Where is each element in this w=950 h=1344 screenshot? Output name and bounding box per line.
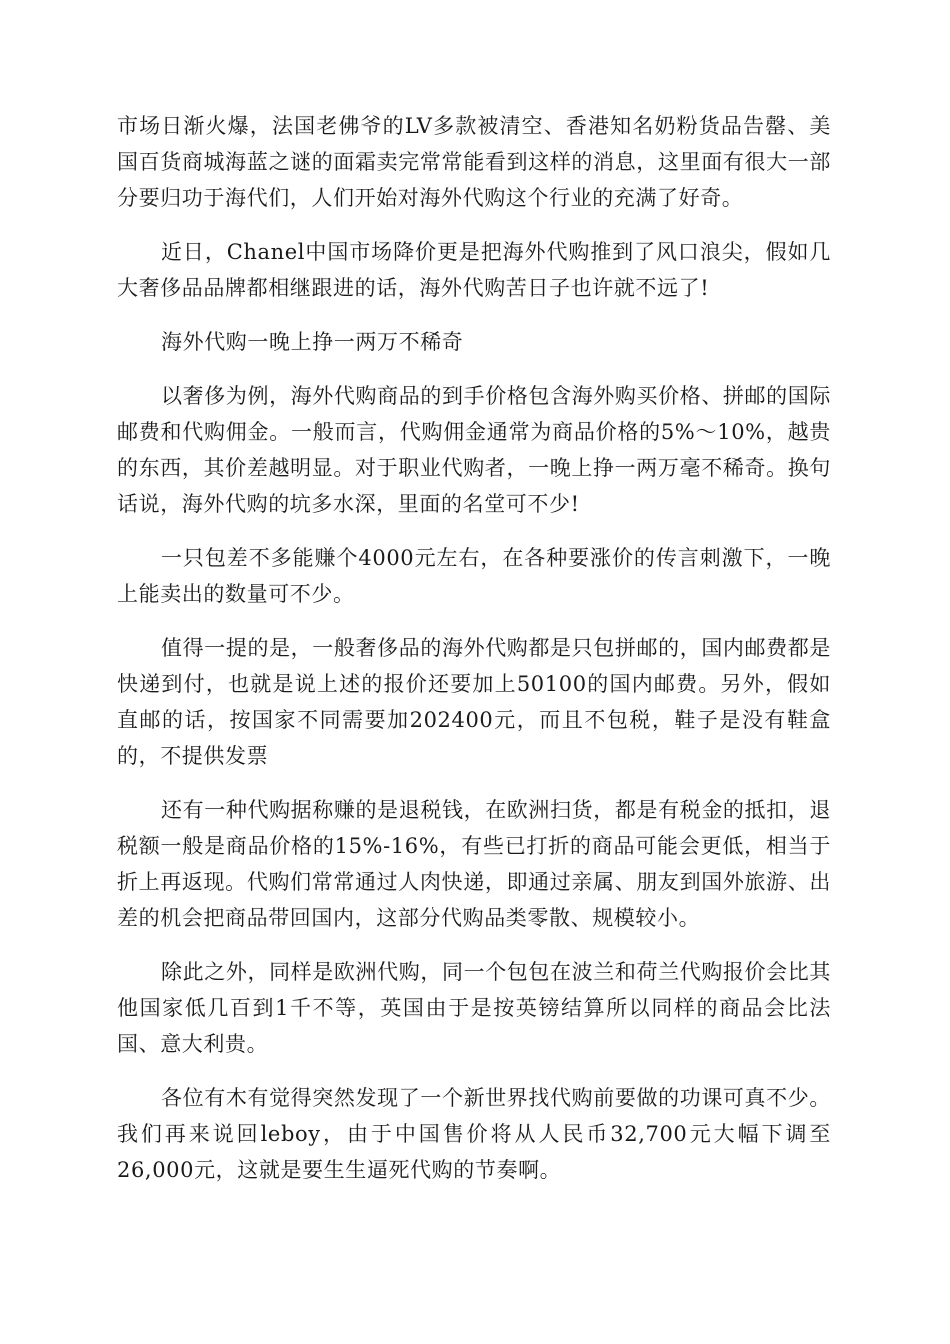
section-heading: 海外代购一晚上挣一两万不稀奇 [161, 330, 464, 354]
paragraph-7: 除此之外，同样是欧洲代购，同一个包包在波兰和荷兰代购报价会比其他国家低几百到1千不等，英国由于是按英镑结算所以同样的商品会比法国、意大利贵。 [117, 960, 831, 1056]
paragraph-8: 各位有木有觉得突然发现了一个新世界找代购前要做的功课可真不少。我们再来说回leboy，由于中国售价将从人民币32,700元大幅下调至26,000元，这就是要生生逼死代购的节奏啊。 [117, 1086, 831, 1182]
paragraph-3: 以奢侈为例，海外代购商品的到手价格包含海外购买价格、拼邮的国际邮费和代购佣金。一般而言，代购佣金通常为商品价格的5%～10%，越贵的东西，其价差越明显。对于职业代购者，一晚上挣一两万毫不稀奇。换句话说，海外代购的坑多水深，里面的名堂可不少! [117, 384, 831, 516]
paragraph-6: 还有一种代购据称赚的是退税钱，在欧洲扫货，都是有税金的抵扣，退税额一般是商品价格的15%-16%，有些已打折的商品可能会更低，相当于折上再返现。代购们常常通过人肉快递，即通过亲属、朋友到国外旅游、出差的机会把商品带回国内，这部分代购品类零散、规模较小。 [117, 798, 831, 930]
document-body [117, 108, 831, 1206]
paragraph-5: 值得一提的是，一般奢侈品的海外代购都是只包拼邮的，国内邮费都是快递到付，也就是说上述的报价还要加上50100的国内邮费。另外，假如直邮的话，按国家不同需要加202400元，而且不包税，鞋子是没有鞋盒的，不提供发票 [117, 636, 831, 768]
paragraph-1: 市场日渐火爆，法国老佛爷的LV多款被清空、香港知名奶粉货品告罄、美国百货商城海蓝之谜的面霜卖完常常能看到这样的消息，这里面有很大一部分要归功于海代们，人们开始对海外代购这个行业的充满了好奇。 [117, 114, 831, 210]
paragraph-2: 近日，Chanel中国市场降价更是把海外代购推到了风口浪尖，假如几大奢侈品品牌都相继跟进的话，海外代购苦日子也许就不远了! [117, 240, 831, 300]
paragraph-4: 一只包差不多能赚个4000元左右，在各种要涨价的传言刺激下，一晚上能卖出的数量可不少。 [117, 546, 831, 606]
